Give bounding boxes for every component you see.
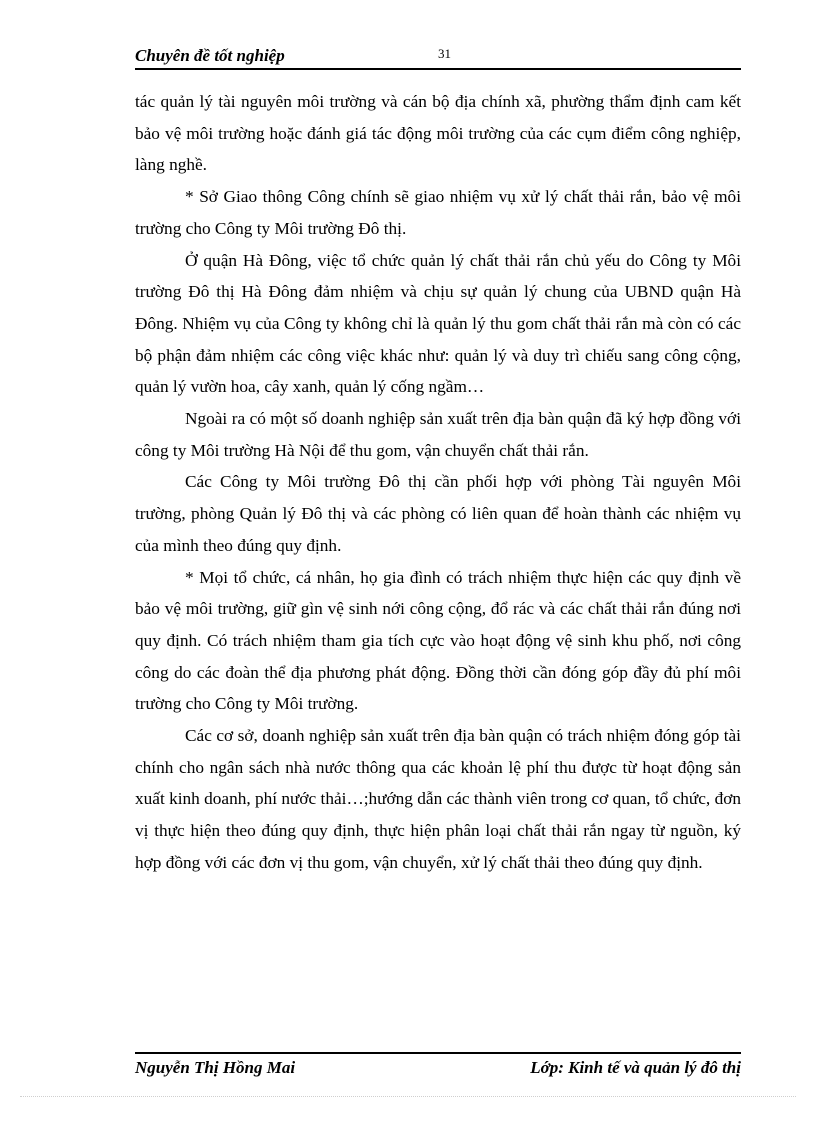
class-label: Lớp: Kinh tế và quản lý đô thị <box>530 1058 741 1077</box>
paragraph: Ngoài ra có một số doanh nghiệp sản xuất trên địa bàn quận đã ký hợp đồng với công ty Môi trường Hà Nội để thu gom, vận chuyển chất thải rắn. <box>135 409 741 460</box>
paragraph: Ở quận Hà Đông, việc tổ chức quản lý chất thải rắn chủ yếu do Công ty Môi trường Đô thị Hà Đông đảm nhiệm và chịu sự quản lý chung của UBND quận Hà Đông. Nhiệm vụ của Công ty không chỉ là quản lý thu gom chất thải rắn mà còn có các bộ phận đảm nhiệm các công việc khác như: quản lý và duy trì chiếu sang công cộng, quản lý vườn hoa, cây xanh, quản lý cống ngầm… <box>135 250 741 397</box>
page-header <box>135 44 741 68</box>
page-footer <box>135 1056 741 1082</box>
paragraph: * Mọi tổ chức, cá nhân, họ gia đình có trách nhiệm thực hiện các quy định về bảo vệ môi trường, giữ gìn vệ sinh nới công cộng, đổ rác và các chất thải rắn đúng nơi quy định. Có trách nhiệm tham gia tích cực vào hoạt động vệ sinh khu phố, nơi công công do các đoàn thể địa phương phát động. Đồng thời cần đóng góp đầy đủ phí môi trường cho Công ty Môi trường. <box>135 567 741 714</box>
document-title: Chuyên đề tốt nghiệp <box>135 46 285 65</box>
page-number: 31 <box>438 46 451 61</box>
paragraph: * Sở Giao thông Công chính sẽ giao nhiệm vụ xử lý chất thải rắn, bảo vệ môi trường cho Công ty Môi trường Đô thị. <box>135 187 741 238</box>
header-divider <box>135 68 741 70</box>
paragraph: Các Công ty Môi trường Đô thị cần phối hợp với phòng Tài nguyên Môi trường, phòng Quản lý Đô thị và các phòng có liên quan để hoàn thành các nhiệm vụ của mình theo đúng quy định. <box>135 472 741 555</box>
paragraph: Các cơ sở, doanh nghiệp sản xuất trên địa bàn quận có trách nhiệm đóng góp tài chính cho ngân sách nhà nước thông qua các khoản lệ phí thu được từ hoạt động sản xuất kinh doanh, phí nước thải…;hướng dẫn các thành viên trong cơ quan, tổ chức, đơn vị thực hiện theo đúng quy định, thực hiện phân loại chất thải rắn ngay từ nguồn, ký hợp đồng với các đơn vị thu gom, vận chuyển, xử lý chất thải theo đúng quy định. <box>135 726 741 872</box>
author-name: Nguyễn Thị Hồng Mai <box>135 1058 296 1077</box>
body-text <box>135 86 741 879</box>
paragraph-continuation: tác quản lý tài nguyên môi trường và cán bộ địa chính xã, phường thẩm định cam kết bảo vệ môi trường hoặc đánh giá tác động môi trường của các cụm điểm công nghiệp, làng nghề. <box>135 92 741 175</box>
page-edge-divider <box>20 1096 796 1097</box>
footer-divider <box>135 1052 741 1054</box>
